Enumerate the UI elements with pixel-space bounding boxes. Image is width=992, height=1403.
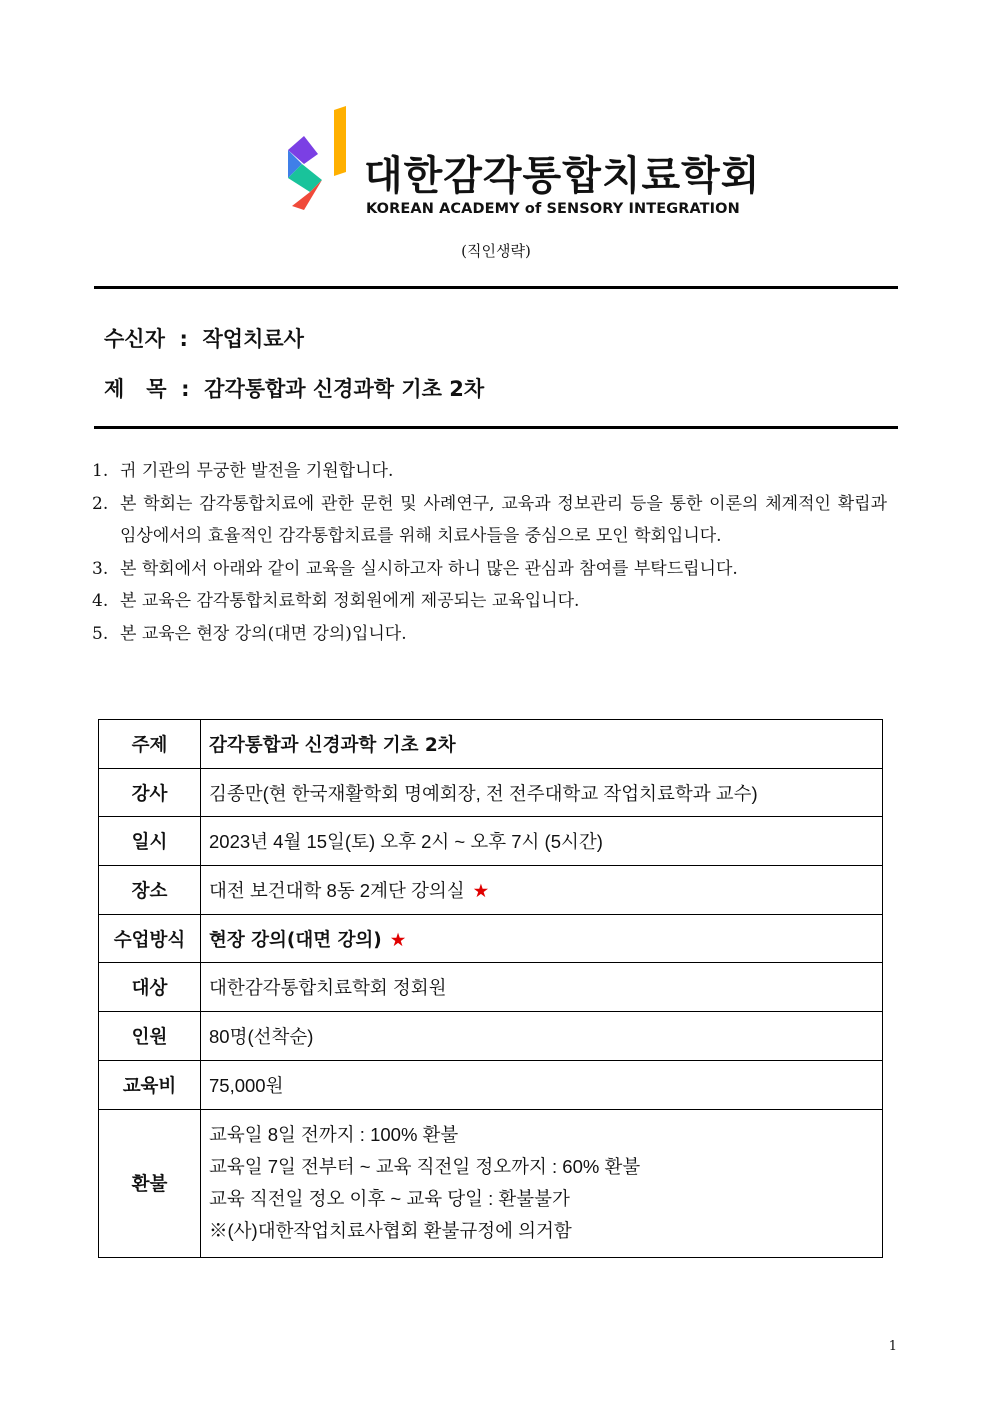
method-cell [201,914,883,963]
recipient-label: 수신자 : [104,327,203,351]
lecturer-label: 강사 [99,768,201,817]
target-value: 대한감각통합치료학회 정회원 [201,963,883,1012]
table-row [99,1109,883,1257]
bottom-divider [94,426,898,429]
top-divider [94,286,898,289]
logo-mark-icon [280,106,352,216]
list-item: 3. 본 학회에서 아래와 같이 교육을 실시하고자 하니 많은 관심과 참여를 부탁드립니다. [92,558,738,579]
subject-row [104,373,484,403]
place-cell [201,866,883,915]
lecturer-value: 김종만(현 한국재활학회 명예회장, 전 전주대학교 작업치료학과 교수) [201,768,883,817]
notice-list [92,455,887,651]
refund-label: 환불 [99,1109,201,1257]
refund-line: 교육일 7일 전부터 ~ 교육 직전일 정오까지 : 60% 환불 [209,1156,641,1177]
list-item: 5. 본 교육은 현장 강의(대면 강의)입니다. [92,623,407,644]
seal-omitted-note: (직인생략) [461,242,531,260]
table-row [99,1060,883,1109]
table-row [99,914,883,963]
list-item: 1. 귀 기관의 무궁한 발전을 기원합니다. [92,461,394,481]
table-row [99,817,883,866]
datetime-label: 일시 [99,817,201,866]
refund-line: 교육 직전일 정오 이후 ~ 교육 당일 : 환불불가 [209,1188,570,1209]
datetime-value: 2023년 4월 15일(토) 오후 2시 ~ 오후 7시 (5시간) [201,817,883,866]
fee-label: 교육비 [99,1060,201,1109]
recipient-value: 작업치료사 [202,327,304,351]
page-number: 1 [888,1339,897,1354]
topic-value: 감각통합과 신경과학 기초 2차 [201,720,883,769]
place-label: 장소 [99,866,201,915]
table-row [99,768,883,817]
topic-label: 주제 [99,720,201,769]
list-item: 2. 본 학회는 감각통합치료에 관한 문헌 및 사례연구, 교육과 정보관리 등을 통한 이론의 체계적인 확립과 임상에서의 효율적인 감각통합치료를 위해 치료사들을 중심으로 모인 학회입니다. [92,493,887,547]
method-label: 수업방식 [99,914,201,963]
star-icon: ★ [389,929,407,951]
subject-value: 감각통합과 신경과학 기초 2차 [204,377,485,401]
course-info-table [98,719,883,1258]
table-row [99,866,883,915]
academy-logo [280,106,761,218]
target-label: 대상 [99,963,201,1012]
method-value: 현장 강의(대면 강의) [209,929,382,951]
star-icon: ★ [472,879,490,901]
logo-english-name: KOREAN ACADEMY of SENSORY INTEGRATION [366,201,740,217]
recipient-row [104,323,304,353]
logo-korean-name: 대한감각통합치료학회 [364,153,761,199]
fee-value: 75,000원 [201,1060,883,1109]
list-item: 4. 본 교육은 감각통합치료학회 정회원에게 제공되는 교육입니다. [92,591,580,612]
refund-line: 교육일 8일 전까지 : 100% 환불 [209,1124,459,1145]
refund-cell [201,1109,883,1257]
table-row [99,720,883,769]
table-row [99,1012,883,1061]
refund-line: ※(사)대한작업치료사협회 환불규정에 의거함 [209,1220,572,1241]
subject-label: 제 목 : [104,377,205,401]
place-value: 대전 보건대학 8동 2계단 강의실 [209,879,465,901]
table-row [99,963,883,1012]
capacity-value: 80명(선착순) [201,1012,883,1061]
capacity-label: 인원 [99,1012,201,1061]
